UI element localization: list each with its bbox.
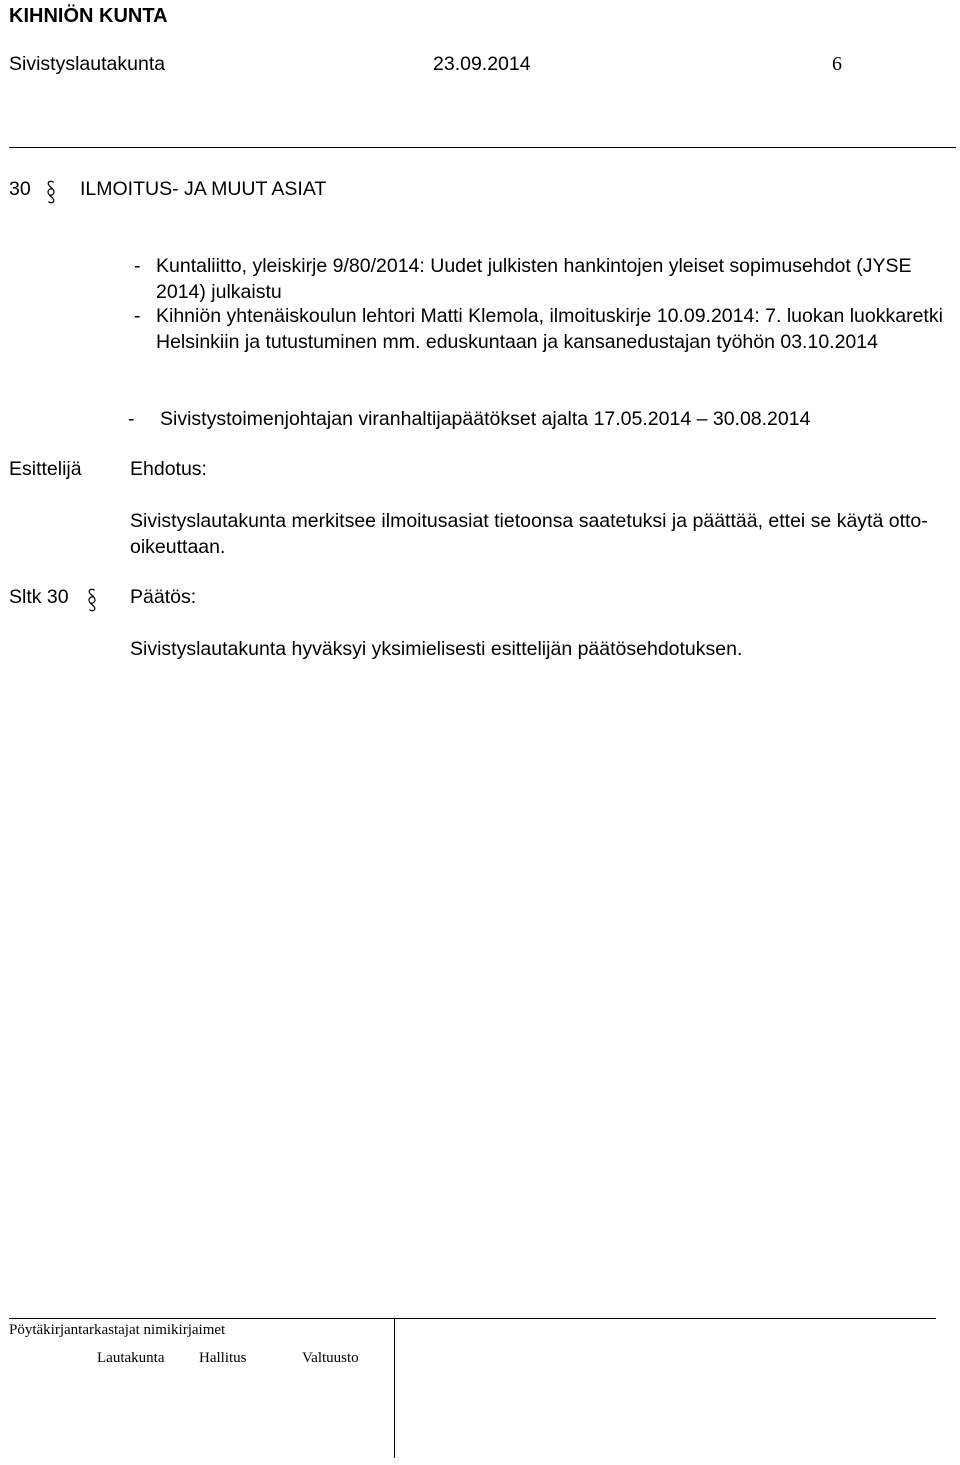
footer-column-label: Lautakunta bbox=[97, 1350, 165, 1366]
decision-reference: Sltk 30 bbox=[9, 586, 69, 608]
presenter-label: Esittelijä bbox=[9, 458, 82, 480]
section-sign-icon bbox=[87, 588, 97, 612]
page-number: 6 bbox=[832, 53, 842, 75]
list-dash: - bbox=[134, 255, 141, 277]
proposal-label: Ehdotus: bbox=[130, 458, 207, 480]
list-item: Sivistystoimenjohtajan viranhaltijapäätökset ajalta 17.05.2014 – 30.08.2014 bbox=[160, 408, 811, 430]
footer-title: Pöytäkirjantarkastajat nimikirjaimet bbox=[9, 1322, 226, 1338]
signature-box bbox=[9, 1318, 395, 1458]
header-divider bbox=[9, 147, 956, 148]
organization-name: KIHNIÖN KUNTA bbox=[9, 5, 168, 27]
meeting-date: 23.09.2014 bbox=[433, 53, 531, 75]
section-sign-icon bbox=[46, 180, 56, 204]
section-title: ILMOITUS- JA MUUT ASIAT bbox=[80, 178, 327, 200]
list-dash: - bbox=[134, 305, 141, 327]
decision-label: Päätös: bbox=[130, 586, 197, 608]
committee-name: Sivistyslautakunta bbox=[9, 53, 166, 75]
footer-column-label: Valtuusto bbox=[302, 1350, 359, 1366]
list-dash: - bbox=[128, 408, 135, 430]
list-item: Kihniön yhtenäiskoulun lehtori Matti Klemola, ilmoituskirje 10.09.2014: 7. luokan luokkaretki Helsinkiin ja tutustuminen mm. eduskuntaan ja kansanedustajan työhön 03.10.2014 bbox=[156, 305, 943, 353]
list-item: Kuntaliitto, yleiskirje 9/80/2014: Uudet julkisten hankintojen yleiset sopimusehdot (JYSE 2014) julkaistu bbox=[156, 255, 912, 303]
footer-column-label: Hallitus bbox=[199, 1350, 247, 1366]
decision-text: Sivistyslautakunta hyväksyi yksimielisesti esittelijän päätösehdotuksen. bbox=[130, 638, 743, 660]
section-number: 30 bbox=[9, 178, 31, 200]
proposal-text: Sivistyslautakunta merkitsee ilmoitusasiat tietoonsa saatetuksi ja päättää, ettei se käytä otto-oikeuttaan. bbox=[130, 510, 928, 558]
